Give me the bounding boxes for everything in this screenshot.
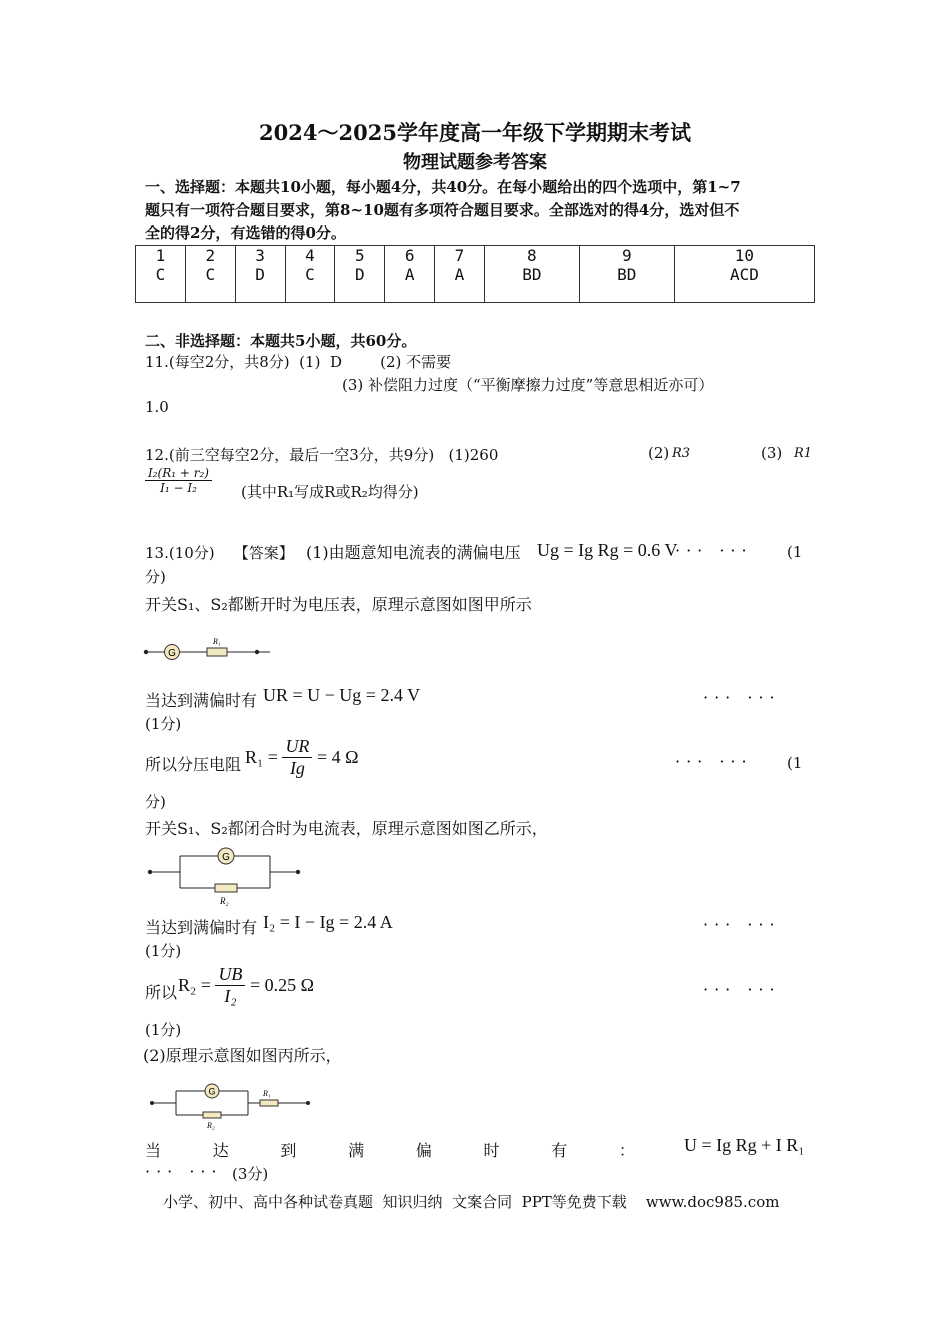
table-cell-number: 7 bbox=[435, 246, 485, 266]
q12-r3: R3 bbox=[672, 446, 691, 461]
table-cell-answer: A bbox=[385, 265, 435, 303]
table-cell-number: 8 bbox=[484, 246, 579, 266]
q13-part1-text: (1)由题意知电流表的满偏电压 bbox=[306, 543, 521, 562]
q13-eq5-fraction bbox=[215, 964, 245, 1007]
table-cell-number: 4 bbox=[285, 246, 335, 266]
resistor-label: R₂ bbox=[220, 896, 229, 906]
table-cell-answer: A bbox=[435, 265, 485, 303]
table-cell-number: 1 bbox=[136, 246, 186, 266]
resistor-icon bbox=[260, 1100, 278, 1106]
q13-eq2: UR = U − Ug = 2.4 V bbox=[263, 685, 421, 705]
table-cell-answer: BD bbox=[484, 265, 579, 303]
page-title: 2024～2025学年度高一年级下学期期末考试 bbox=[259, 120, 691, 145]
table-cell-number: 5 bbox=[335, 246, 385, 266]
table-cell-number: 2 bbox=[185, 246, 235, 266]
q13-s7-char: ： bbox=[618, 1141, 635, 1160]
q13-s7-char: 达 bbox=[212, 1141, 229, 1160]
q13-s6: 所以 bbox=[145, 983, 178, 1002]
q13-s2: 当达到满偏时有 bbox=[145, 691, 258, 710]
q13-score5: (1分) bbox=[145, 1021, 182, 1039]
q13-eq5-num: UB bbox=[215, 964, 245, 986]
q13-eq3-num: UR bbox=[282, 736, 312, 758]
q13-eq3-left: R₁ = bbox=[245, 747, 278, 767]
q12-note: (其中R₁写成R或R₂均得分) bbox=[241, 483, 419, 501]
table-cell-answer: BD bbox=[579, 265, 674, 303]
footer: 小学、初中、高中各种试卷真题 知识归纳 文案合同 PPT等免费下载 www.doc985.com bbox=[163, 1193, 780, 1211]
table-cell-answer: D bbox=[335, 265, 385, 303]
q13-dots2: ··· ··· bbox=[703, 688, 781, 707]
q13-score1b: 分) bbox=[145, 568, 166, 586]
q13-eq4: I₂ = I − Ig = 2.4 A bbox=[263, 912, 393, 932]
q13-eq3-den: Ig bbox=[289, 758, 305, 778]
q11-line3: 1.0 bbox=[145, 398, 169, 416]
q13-score3b: 分) bbox=[145, 793, 166, 811]
table-cell-answer: D bbox=[235, 265, 285, 303]
galvanometer-label: G bbox=[208, 1086, 216, 1097]
q13-score2: (1分) bbox=[145, 715, 182, 733]
q13-dots5: ··· ··· bbox=[703, 980, 781, 999]
galvanometer-label: G bbox=[222, 852, 230, 863]
q13-s7-char: 偏 bbox=[415, 1141, 432, 1160]
q13-eq5-left: R₂ = bbox=[178, 975, 211, 995]
q13-dots3: ··· ··· bbox=[675, 752, 753, 771]
q12-line1: 12.(前三空每空2分，最后一空3分，共9分) (1)260 bbox=[145, 446, 499, 464]
q13-s7-char: 到 bbox=[280, 1141, 297, 1160]
q13-s7-char: 满 bbox=[348, 1141, 365, 1160]
table-cell-number: 10 bbox=[674, 246, 814, 266]
q13-s1: 开关S₁、S₂都断开时为电压表，原理示意图如图甲所示 bbox=[145, 595, 532, 614]
q12-part2-label: (2) bbox=[648, 444, 670, 462]
q13-s7 bbox=[145, 1138, 635, 1161]
terminal-dot bbox=[144, 650, 148, 654]
table-cell-answer: C bbox=[136, 265, 186, 303]
table-cell-answer: C bbox=[185, 265, 235, 303]
resistor-icon bbox=[203, 1112, 221, 1118]
table-cell-answer: ACD bbox=[674, 265, 814, 303]
section1-line1: 一、选择题：本题共10小题，每小题4分，共40分。在每小题给出的四个选项中，第1~7 bbox=[145, 178, 741, 196]
table-cell-number: 3 bbox=[235, 246, 285, 266]
q13-eq6: U = Ig Rg + I R₁ bbox=[684, 1135, 805, 1155]
resistor-icon bbox=[215, 884, 237, 892]
q13-eq5-right: = 0.25 Ω bbox=[249, 975, 314, 995]
q13-s7-char: 有 bbox=[551, 1141, 568, 1160]
q13-dots6: ··· ··· bbox=[145, 1162, 223, 1181]
q13-score3a: (1 bbox=[787, 754, 803, 772]
q11-line2: (3) 补偿阻力过度（“平衡摩擦力过度”等意思相近亦可） bbox=[342, 376, 714, 394]
q12-part3-label: (3) bbox=[761, 444, 783, 462]
terminal-dot bbox=[296, 870, 300, 874]
q13-score6: (3分) bbox=[232, 1165, 269, 1183]
q13-part2: (2)原理示意图如图丙所示， bbox=[143, 1046, 342, 1065]
circuit-diagram-b bbox=[140, 843, 310, 909]
q13-eq5 bbox=[178, 964, 314, 1007]
answer-table bbox=[135, 245, 815, 303]
table-cell-number: 6 bbox=[385, 246, 435, 266]
section2-heading: 二、非选择题：本题共5小题，共60分。 bbox=[145, 332, 417, 350]
q13-s7-char: 时 bbox=[483, 1141, 500, 1160]
q13-s3: 所以分压电阻 bbox=[145, 755, 242, 774]
q13-dots1: ··· ··· bbox=[675, 541, 753, 560]
q13-eq3 bbox=[245, 736, 358, 779]
terminal-dot bbox=[150, 1101, 154, 1105]
q13-score1a: (1 bbox=[787, 543, 803, 561]
table-cell-number: 9 bbox=[579, 246, 674, 266]
q11-line1: 11.(每空2分，共8分) (1) D (2) 不需要 bbox=[145, 353, 452, 371]
q13-s5: 当达到满偏时有 bbox=[145, 918, 258, 937]
terminal-dot bbox=[148, 870, 152, 874]
q12-r1: R1 bbox=[794, 446, 813, 461]
resistor-label: R₁ bbox=[213, 637, 221, 646]
circuit-diagram-c bbox=[145, 1078, 315, 1132]
resistor-label: R₂ bbox=[207, 1121, 215, 1130]
section1-line3: 全的得2分，有选错的得0分。 bbox=[145, 224, 346, 242]
q13-eq3-right: = 4 Ω bbox=[316, 747, 359, 767]
resistor-icon bbox=[207, 648, 227, 656]
q13-eq3-fraction bbox=[282, 736, 312, 779]
q12-fraction bbox=[145, 466, 212, 495]
q13-dots4: ··· ··· bbox=[703, 915, 781, 934]
q13-s7-char: 当 bbox=[145, 1141, 162, 1160]
terminal-dot bbox=[255, 650, 259, 654]
q13-intro: 13.(10分) 【答案】 bbox=[145, 544, 294, 562]
q12-fraction-numerator: I₂(R₁ + r₂) bbox=[145, 466, 212, 481]
q13-eq5-den: I₂ bbox=[224, 986, 237, 1006]
mask bbox=[117, 634, 137, 668]
table-cell-answer: C bbox=[285, 265, 335, 303]
q13-s4: 开关S₁、S₂都闭合时为电流表，原理示意图如图乙所示， bbox=[145, 819, 548, 838]
section1-line2: 题只有一项符合题目要求，第8~10题有多项符合题目要求。全部选对的得4分，选对但不 bbox=[145, 201, 740, 219]
q12-fraction-denominator: I₁ − I₂ bbox=[160, 481, 197, 495]
q13-eq1: Ug = Ig Rg = 0.6 V bbox=[537, 540, 678, 560]
galvanometer-label: G bbox=[168, 648, 176, 659]
resistor-label: R₁ bbox=[263, 1089, 271, 1098]
circuit-diagram-a bbox=[140, 634, 270, 668]
terminal-dot bbox=[306, 1101, 310, 1105]
q13-score4: (1分) bbox=[145, 942, 182, 960]
page-subtitle: 物理试题参考答案 bbox=[403, 152, 547, 173]
